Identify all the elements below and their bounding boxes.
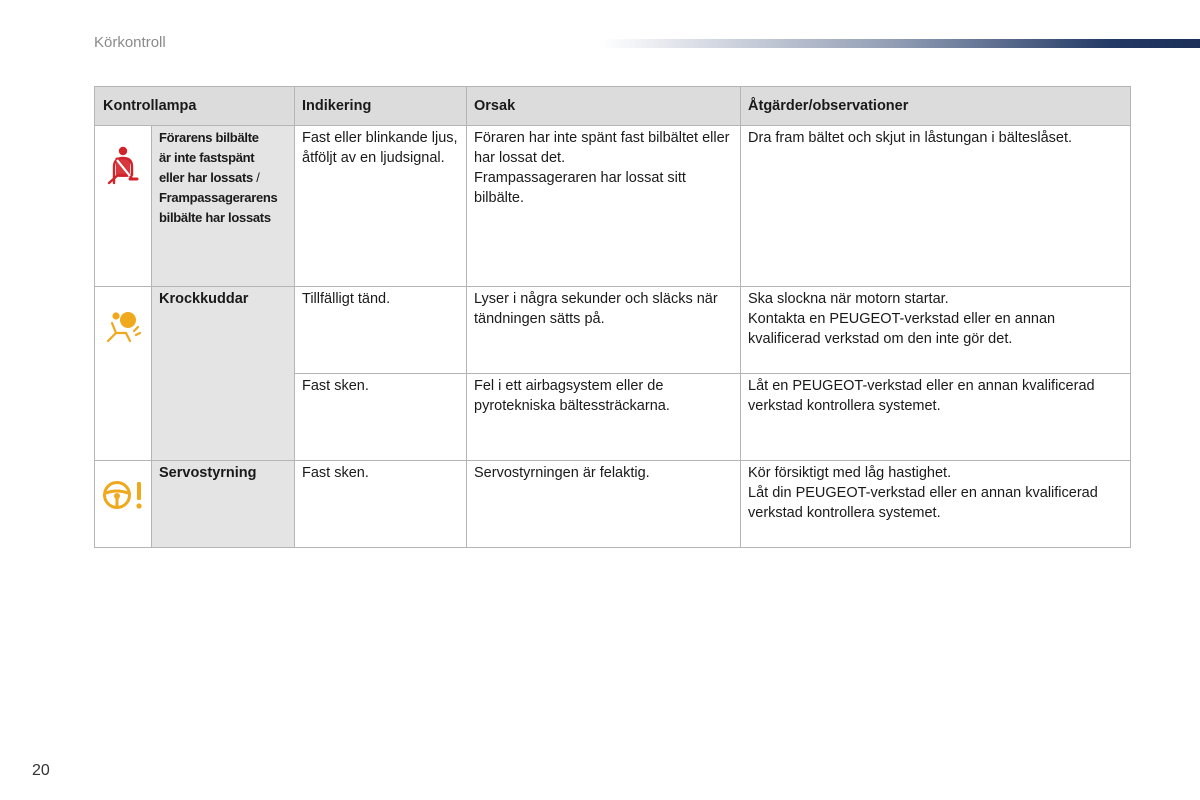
column-header-cause: Orsak (467, 87, 741, 126)
airbag-icon-cell (95, 287, 152, 461)
seatbelt-name-line3: eller har lossats (159, 170, 253, 185)
airbag-cause-2: Fel i ett airbagsystem eller de pyrotekniska bältessträckarna. (467, 374, 741, 461)
airbag-indication-2: Fast sken. (295, 374, 467, 461)
table-row-power-steering (95, 461, 1131, 548)
steering-action-cell (741, 461, 1131, 548)
warning-lights-table (94, 86, 1131, 548)
airbag-indication-1: Tillfälligt tänd. (295, 287, 467, 374)
page-number: 20 (32, 762, 50, 779)
airbag-action-1-cell (741, 287, 1131, 374)
seatbelt-indication: Fast eller blinkande ljus, åtföljt av en ljudsignal. (295, 126, 467, 287)
header-bar (600, 39, 1200, 48)
airbag-cause-1: Lyser i några sekunder och släcks när tändningen sätts på. (467, 287, 741, 374)
steering-icon-cell (95, 461, 152, 548)
airbag-action-1b: Kontakta en PEUGEOT-verkstad eller en annan kvalificerad verkstad om den inte gör det. (748, 311, 1056, 347)
column-header-warning-light: Kontrollampa (95, 87, 295, 126)
seatbelt-icon-cell (95, 126, 152, 287)
seatbelt-name-line1: Förarens bilbälte (159, 130, 259, 145)
seatbelt-warning-icon (95, 126, 151, 206)
column-header-indication: Indikering (295, 87, 467, 126)
steering-action-b: Låt din PEUGEOT-verkstad eller en annan kvalificerad verkstad kontrollera systemet. (748, 485, 1098, 521)
seatbelt-name-line4: Frampassagerarens (159, 190, 278, 205)
steering-name: Servostyrning (152, 461, 295, 548)
airbag-warning-icon (95, 287, 151, 365)
table-row-seatbelt (95, 126, 1131, 287)
steering-action-a: Kör försiktigt med låg hastighet. (748, 465, 952, 481)
seatbelt-name-line2: är inte fastspänt (159, 150, 255, 165)
seatbelt-cause-cell (467, 126, 741, 287)
page-header: Körkontroll (94, 34, 166, 51)
airbag-name: Krockkuddar (152, 287, 295, 461)
seatbelt-name-cell (152, 126, 295, 287)
table-row-airbag-1 (95, 287, 1131, 374)
seatbelt-name-slash: / (252, 170, 260, 185)
seatbelt-action: Dra fram bältet och skjut in låstungan i bälteslåset. (741, 126, 1131, 287)
column-header-actions: Åtgärder/observationer (741, 87, 1131, 126)
seatbelt-cause-2: Frampassageraren har lossat sitt bilbälte. (474, 170, 686, 206)
seatbelt-name-line5: bilbälte har lossats (159, 210, 271, 225)
table-header-row (95, 87, 1131, 126)
airbag-action-1a: Ska slockna när motorn startar. (748, 291, 949, 307)
steering-indication: Fast sken. (295, 461, 467, 548)
seatbelt-cause-1: Föraren har inte spänt fast bilbältet eller har lossat det. (474, 130, 730, 166)
airbag-action-2: Låt en PEUGEOT-verkstad eller en annan kvalificerad verkstad kontrollera systemet. (741, 374, 1131, 461)
steering-cause: Servostyrningen är felaktig. (467, 461, 741, 548)
power-steering-warning-icon (95, 461, 151, 529)
